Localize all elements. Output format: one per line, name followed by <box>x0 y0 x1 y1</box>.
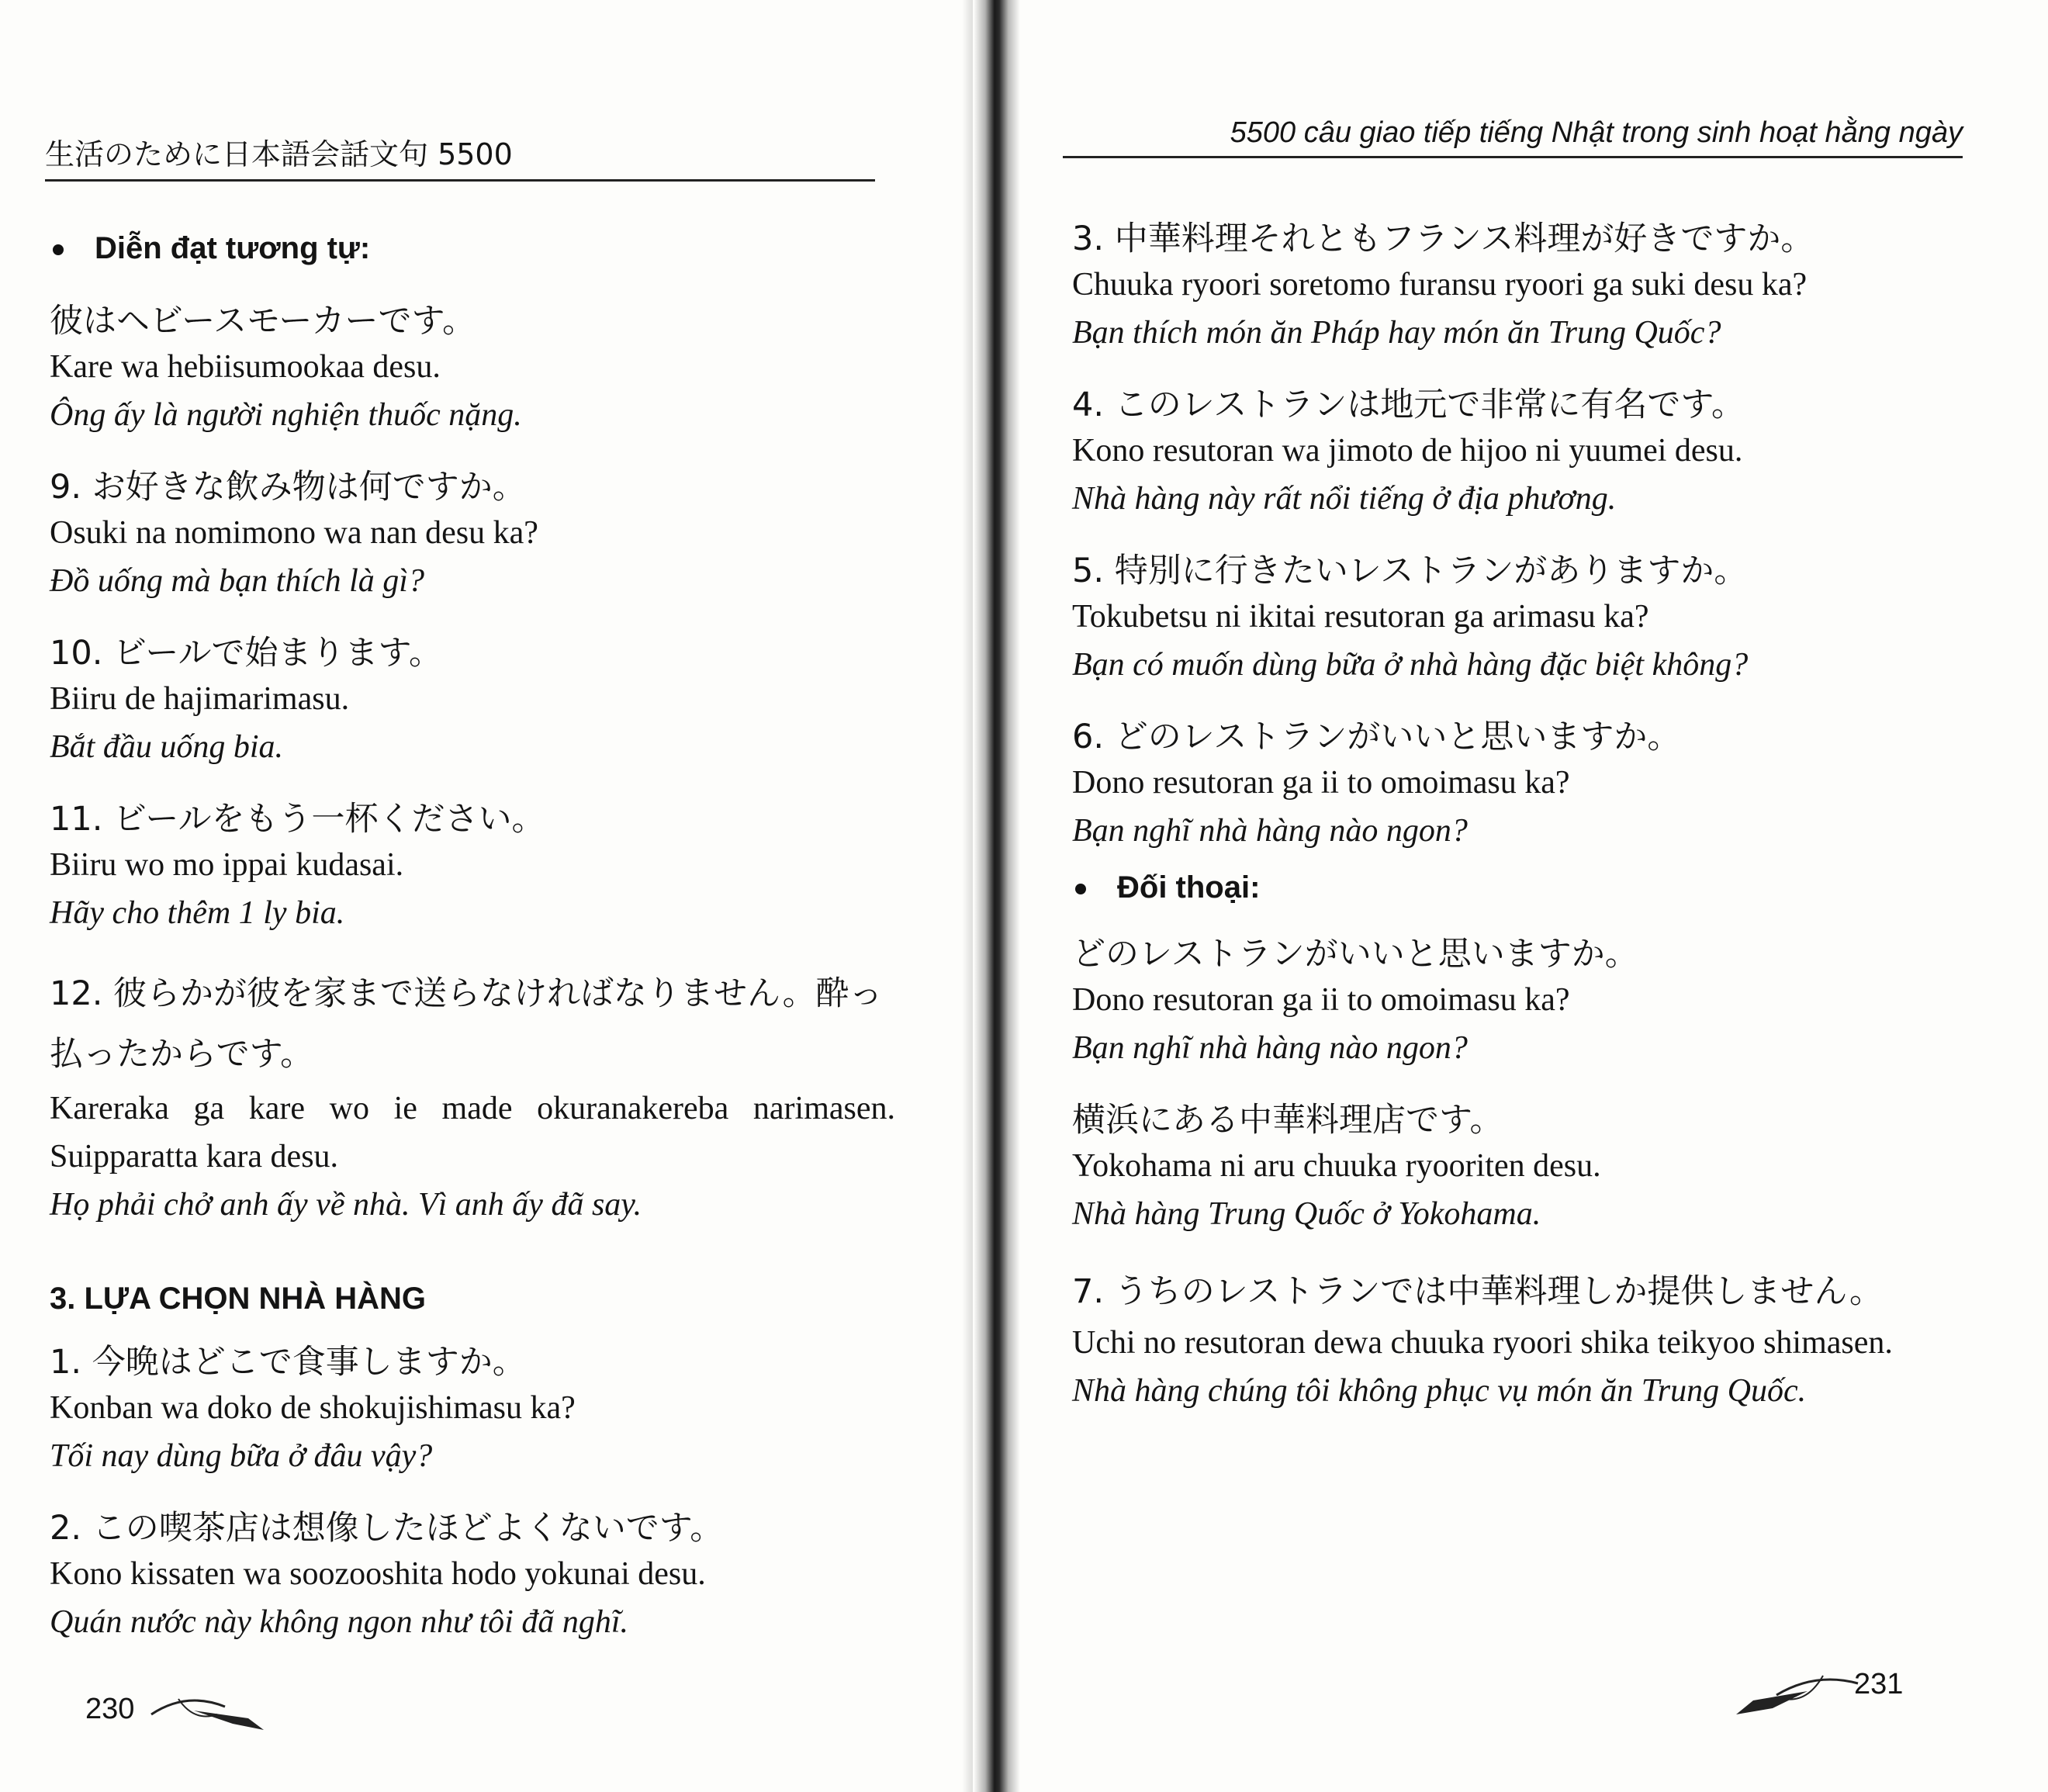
vietnamese-translation: Nhà hàng này rất nổi tiếng ở địa phương. <box>1072 481 1617 517</box>
japanese-sentence: 4. このレストランは地元で非常に有名です。 <box>1072 386 1745 424</box>
japanese-sentence: 11. ビールをもう一杯ください。 <box>50 800 545 839</box>
romaji-sentence: Konban wa doko de shokujishimasu ka? <box>50 1390 576 1426</box>
vietnamese-translation: Ông ấy là người nghiện thuốc nặng. <box>50 397 522 433</box>
vietnamese-translation: Nhà hàng chúng tôi không phục vụ món ăn Trung Quốc. <box>1072 1373 1807 1409</box>
running-header: 5500 câu giao tiếp tiếng Nhật trong sinh hoạt hằng ngày <box>1063 116 1963 158</box>
vietnamese-translation: Bạn thích món ăn Pháp hay món ăn Trung Quốc? <box>1072 315 1721 351</box>
romaji-sentence: Biiru wo mo ippai kudasai. <box>50 847 404 883</box>
vietnamese-translation: Bạn nghĩ nhà hàng nào ngon? <box>1072 813 1468 849</box>
left-page <box>0 0 970 1792</box>
japanese-sentence: 5. 特別に行きたいレストランがありますか。 <box>1072 552 1748 590</box>
japanese-sentence: どのレストランがいいと思いますか。 <box>1072 935 1638 974</box>
right-page <box>1016 0 2048 1792</box>
vietnamese-translation: Nhà hàng Trung Quốc ở Yokohama. <box>1072 1196 1541 1232</box>
romaji-sentence: Dono resutoran ga ii to omoimasu ka? <box>1072 765 1570 801</box>
romaji-sentence: Kare wa hebiisumookaa desu. <box>50 349 441 385</box>
vietnamese-translation: Đồ uống mà bạn thích là gì? <box>50 563 424 599</box>
bullet-icon <box>1075 884 1086 894</box>
vietnamese-translation: Quán nước này không ngon như tôi đã nghĩ. <box>50 1604 628 1640</box>
japanese-sentence: 横浜にある中華料理店です。 <box>1072 1101 1503 1140</box>
vietnamese-translation: Họ phải chở anh ấy về nhà. Vì anh ấy đã say. <box>50 1187 642 1223</box>
dialog-heading <box>1072 863 1972 912</box>
romaji-sentence: Biiru de hajimarimasu. <box>50 681 350 717</box>
page-number: 231 <box>1854 1668 1904 1700</box>
japanese-sentence: 6. どのレストランがいいと思いますか。 <box>1072 718 1681 756</box>
bullet-icon <box>53 244 64 255</box>
vietnamese-translation: Bạn nghĩ nhà hàng nào ngon? <box>1072 1030 1468 1066</box>
romaji-sentence: Uchi no resutoran dewa chuuka ryoori shika teikyoo shimasen. <box>1072 1325 1893 1361</box>
quill-ornament-icon <box>147 1683 272 1738</box>
japanese-sentence: 7. うちのレストランでは中華料理しか提供しません。 <box>1072 1272 1883 1311</box>
running-header: 生活のために日本語会話文句 5500 <box>45 130 875 182</box>
romaji-sentence: Yokohama ni aru chuuka ryooriten desu. <box>1072 1148 1601 1184</box>
vietnamese-translation: Tối nay dùng bữa ở đâu vậy? <box>50 1438 433 1474</box>
similar-heading <box>50 223 895 273</box>
section-title: 3. LỰA CHỌN NHÀ HÀNG <box>50 1282 427 1316</box>
book-spine <box>974 0 1020 1792</box>
romaji-sentence: Osuki na nomimono wa nan desu ka? <box>50 515 538 551</box>
japanese-sentence: 3. 中華料理それともフランス料理が好きですか。 <box>1072 220 1814 258</box>
romaji-sentence: Kono kissaten wa soozooshita hodo yokunai desu. <box>50 1556 706 1592</box>
dialog-heading-text: Đối thoại: <box>1117 870 1261 905</box>
japanese-sentence: 10. ビールで始まります。 <box>50 634 443 673</box>
romaji-sentence: Dono resutoran ga ii to omoimasu ka? <box>1072 982 1570 1018</box>
vietnamese-translation: Hãy cho thêm 1 ly bia. <box>50 895 345 931</box>
quill-ornament-icon <box>1730 1668 1862 1722</box>
left-page-content <box>50 219 895 1646</box>
japanese-sentence: 1. 今晩はどこで食事しますか。 <box>50 1343 526 1382</box>
japanese-sentence: 2. この喫茶店は想像したほどよくないです。 <box>50 1509 724 1548</box>
romaji-sentence: Chuuka ryoori soretomo furansu ryoori ga suki desu ka? <box>1072 267 1808 303</box>
japanese-sentence: 12. 彼らかが彼を家まで送らなければなりません。酔っ払ったからです。 <box>50 974 883 1074</box>
vietnamese-translation: Bạn có muốn dùng bữa ở nhà hàng đặc biệt không? <box>1072 647 1749 683</box>
romaji-sentence: Kareraka ga kare wo ie made okuranakereba narimasen. Suipparatta kara desu. <box>50 1091 895 1174</box>
vietnamese-translation: Bắt đầu uống bia. <box>50 729 283 765</box>
romaji-sentence: Tokubetsu ni ikitai resutoran ga arimasu ka? <box>1072 599 1649 635</box>
japanese-sentence: 彼はヘビースモーカーです。 <box>50 302 476 341</box>
right-page-content <box>1072 194 1972 1415</box>
page-number: 230 <box>85 1693 135 1725</box>
romaji-sentence: Kono resutoran wa jimoto de hijoo ni yuumei desu. <box>1072 433 1743 469</box>
similar-heading-text: Diễn đạt tương tự: <box>95 231 371 265</box>
japanese-sentence: 9. お好きな飲み物は何ですか。 <box>50 468 526 507</box>
